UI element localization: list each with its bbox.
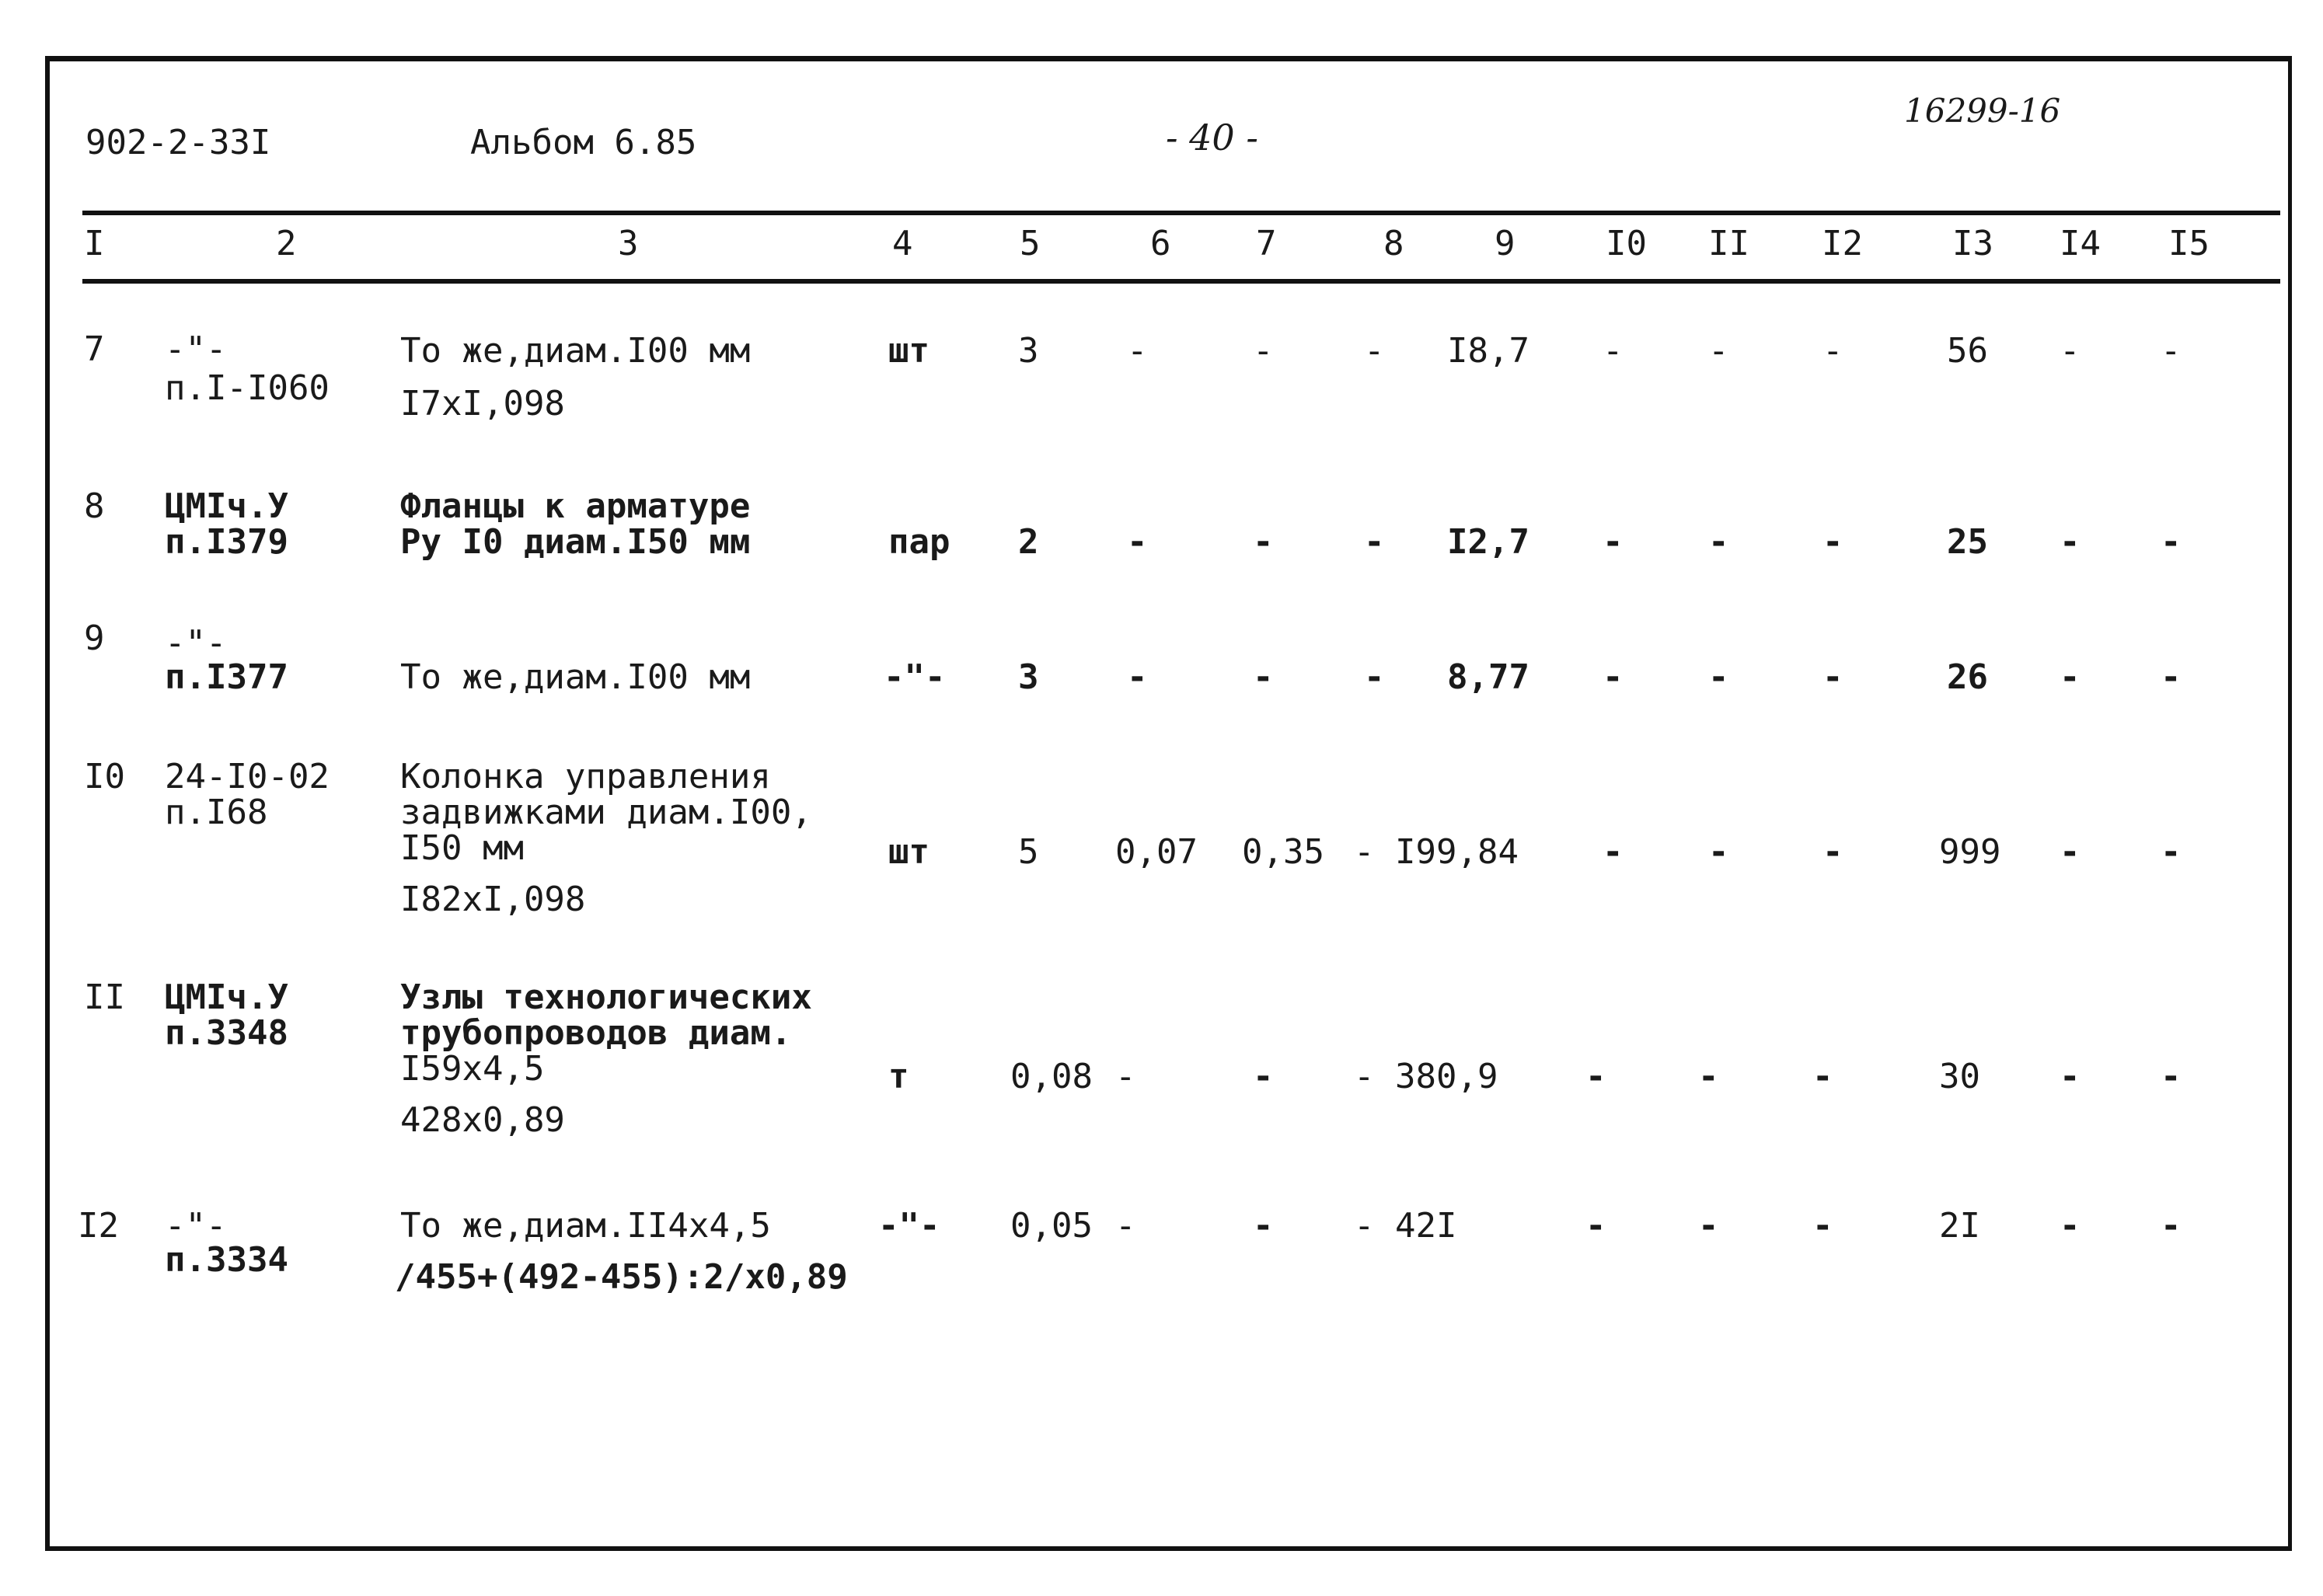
col6-value: - [1127, 657, 1148, 697]
column-header: I0 [1606, 224, 1647, 263]
col15-value: - [2161, 331, 2182, 371]
header-rule-top [82, 211, 2280, 215]
col12-value: - [1822, 331, 1843, 371]
column-header: 4 [892, 224, 913, 263]
col9-value: 380,9 [1395, 1057, 1498, 1096]
col5-value: 0,08 [1010, 1057, 1093, 1096]
column-header: 3 [618, 224, 639, 263]
col8-value: - [1354, 832, 1375, 872]
item-calc: I7xI,098 [400, 384, 565, 423]
row-number: I0 [84, 757, 125, 796]
row-number: 8 [84, 486, 105, 526]
unit: -"- [884, 657, 946, 697]
item-name-line-3: I59x4,5 [400, 1049, 545, 1089]
col13-value: 26 [1947, 657, 1988, 697]
unit: шт [888, 832, 930, 872]
column-header: 7 [1256, 224, 1277, 263]
col13-value: 25 [1947, 522, 1988, 562]
item-name-line-3: I50 мм [400, 828, 524, 868]
unit: т [888, 1057, 909, 1096]
col6-value: - [1127, 522, 1148, 562]
item-name: Колонка управления [400, 757, 771, 796]
ref-line-1: ЦМIч.У [165, 977, 288, 1017]
col13-value: 2I [1939, 1206, 1980, 1246]
col8-value: - [1364, 522, 1385, 562]
col6-value: - [1115, 1057, 1136, 1096]
unit: -"- [878, 1206, 940, 1246]
col5-value: 3 [1018, 657, 1039, 697]
item-name-line-2: Ру I0 диам.I50 мм [400, 522, 751, 562]
column-header: 9 [1495, 224, 1516, 263]
ref-line-2: п.I68 [165, 793, 268, 832]
col14-value: - [2060, 331, 2081, 371]
col14-value: - [2060, 1057, 2081, 1096]
col11-value: - [1708, 832, 1729, 872]
col13-value: 30 [1939, 1057, 1980, 1096]
col7-value: - [1253, 1206, 1274, 1246]
item-name: Фланцы к арматуре [400, 486, 751, 526]
document-code: 902-2-33I [85, 123, 271, 162]
ref-line-1: ЦМIч.У [165, 486, 288, 526]
col11-value: - [1708, 522, 1729, 562]
column-header: I2 [1822, 224, 1863, 263]
col14-value: - [2060, 832, 2081, 872]
col10-value: - [1585, 1057, 1606, 1096]
col14-value: - [2060, 522, 2081, 562]
column-header: I5 [2168, 224, 2210, 263]
row-number: 9 [84, 619, 105, 658]
col15-value: - [2161, 657, 2182, 697]
col10-value: - [1603, 657, 1624, 697]
col6-value: - [1127, 331, 1148, 371]
col5-value: 0,05 [1010, 1206, 1093, 1246]
col14-value: - [2060, 1206, 2081, 1246]
header-rule-bottom [82, 279, 2280, 284]
col6-value: - [1115, 1206, 1136, 1246]
col12-value: - [1822, 832, 1843, 872]
col7-value: - [1253, 1057, 1274, 1096]
column-header: I4 [2060, 224, 2101, 263]
col9-value: I2,7 [1447, 522, 1529, 562]
col12-value: - [1822, 522, 1843, 562]
item-calc: /455+(492-455):2/x0,89 [395, 1257, 848, 1297]
column-header: 8 [1383, 224, 1404, 263]
col7-value: - [1253, 522, 1274, 562]
ref-line-1: -"- [165, 329, 227, 369]
column-header: 2 [276, 224, 297, 263]
col11-value: - [1708, 657, 1729, 697]
item-calc: I82xI,098 [400, 880, 586, 919]
album-title: Альбом 6.85 [470, 123, 697, 162]
item-name: То же,диам.II4x4,5 [400, 1206, 771, 1246]
col7-value: - [1253, 657, 1274, 697]
col15-value: - [2161, 832, 2182, 872]
column-header: 6 [1150, 224, 1171, 263]
col9-value: 42I [1395, 1206, 1457, 1246]
col5-value: 2 [1018, 522, 1039, 562]
col5-value: 5 [1018, 832, 1039, 872]
col11-value: - [1698, 1057, 1719, 1096]
col8-value: - [1354, 1057, 1375, 1096]
ref-line-1: -"- [165, 623, 227, 663]
col12-value: - [1812, 1206, 1833, 1246]
col13-value: 56 [1947, 331, 1988, 371]
ref-line-2: п.3334 [165, 1240, 288, 1280]
item-name: То же,диам.I00 мм [400, 657, 751, 697]
col7-value: 0,35 [1242, 832, 1324, 872]
col10-value: - [1603, 832, 1624, 872]
col15-value: - [2161, 522, 2182, 562]
ref-line-1: 24-I0-02 [165, 757, 330, 796]
item-name: То же,диам.I00 мм [400, 331, 751, 371]
col8-value: - [1364, 331, 1385, 371]
ref-line-2: п.I-I060 [165, 368, 330, 408]
ref-line-1: -"- [165, 1206, 227, 1246]
ref-line-2: п.I377 [165, 657, 288, 697]
page-number: - 40 - [1166, 117, 1258, 159]
row-number: II [84, 977, 125, 1017]
unit: шт [888, 331, 930, 371]
col12-value: - [1822, 657, 1843, 697]
col12-value: - [1812, 1057, 1833, 1096]
ref-line-2: п.I379 [165, 522, 288, 562]
col14-value: - [2060, 657, 2081, 697]
col10-value: - [1603, 522, 1624, 562]
col6-value: 0,07 [1115, 832, 1198, 872]
item-calc: 428x0,89 [400, 1100, 565, 1140]
stamp-number: 16299-16 [1904, 92, 2061, 130]
col8-value: - [1354, 1206, 1375, 1246]
col9-value: I99,84 [1395, 832, 1519, 872]
col15-value: - [2161, 1206, 2182, 1246]
row-number: I2 [78, 1206, 119, 1246]
column-header: II [1708, 224, 1749, 263]
col10-value: - [1585, 1206, 1606, 1246]
col5-value: 3 [1018, 331, 1039, 371]
column-header: I3 [1952, 224, 1993, 263]
col13-value: 999 [1939, 832, 2001, 872]
column-header: 5 [1020, 224, 1041, 263]
col10-value: - [1603, 331, 1624, 371]
ref-line-2: п.3348 [165, 1013, 288, 1053]
item-name-line-2: трубопроводов диам. [400, 1013, 792, 1053]
item-name-line-2: задвижками диам.I00, [400, 793, 812, 832]
col8-value: - [1364, 657, 1385, 697]
row-number: 7 [84, 329, 105, 369]
unit: пар [888, 522, 950, 562]
col11-value: - [1708, 331, 1729, 371]
col9-value: I8,7 [1447, 331, 1529, 371]
item-name: Узлы технологических [400, 977, 812, 1017]
col9-value: 8,77 [1447, 657, 1529, 697]
col7-value: - [1253, 331, 1274, 371]
col11-value: - [1698, 1206, 1719, 1246]
column-header: I [84, 224, 105, 263]
col15-value: - [2161, 1057, 2182, 1096]
